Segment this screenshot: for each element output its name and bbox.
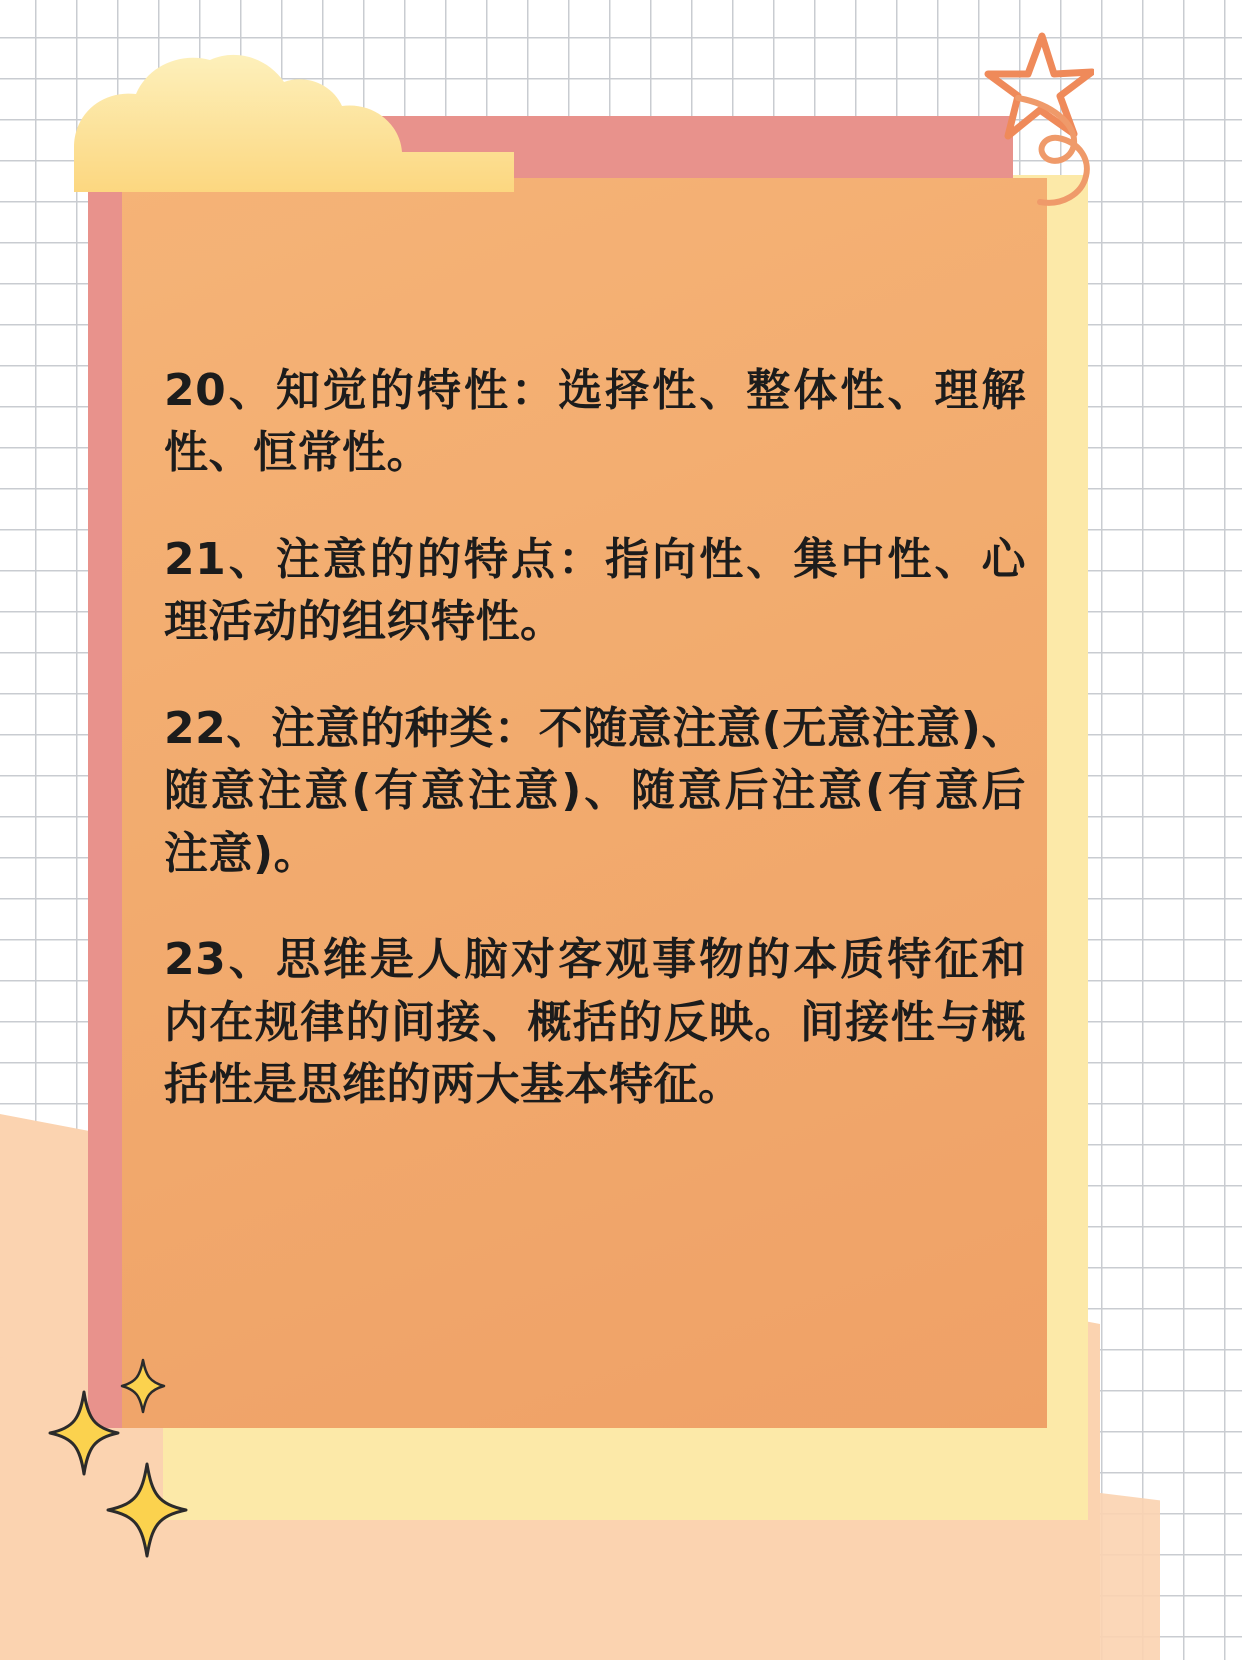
note-content [164,360,1026,1117]
note-paragraph-23: 23、思维是人脑对客观事物的本质特征和内在规律的间接、概括的反映。间接性与概括性是思维的两大基本特征。 [164,934,1026,1111]
cloud-icon [44,52,514,192]
swirl-icon [1004,90,1114,210]
note-paragraph-22: 22、注意的种类：不随意注意(无意注意)、随意注意(有意注意)、随意后注意(有意后注意)。 [164,702,1026,879]
note-paragraph-20: 20、知觉的特性：选择性、整体性、理解性、恒常性。 [164,365,1026,479]
note-paragraph-21: 21、注意的的特点：指向性、集中性、心理活动的组织特性。 [164,533,1026,648]
sparkle-icon [106,1462,188,1558]
sparkle-icon [120,1358,166,1414]
